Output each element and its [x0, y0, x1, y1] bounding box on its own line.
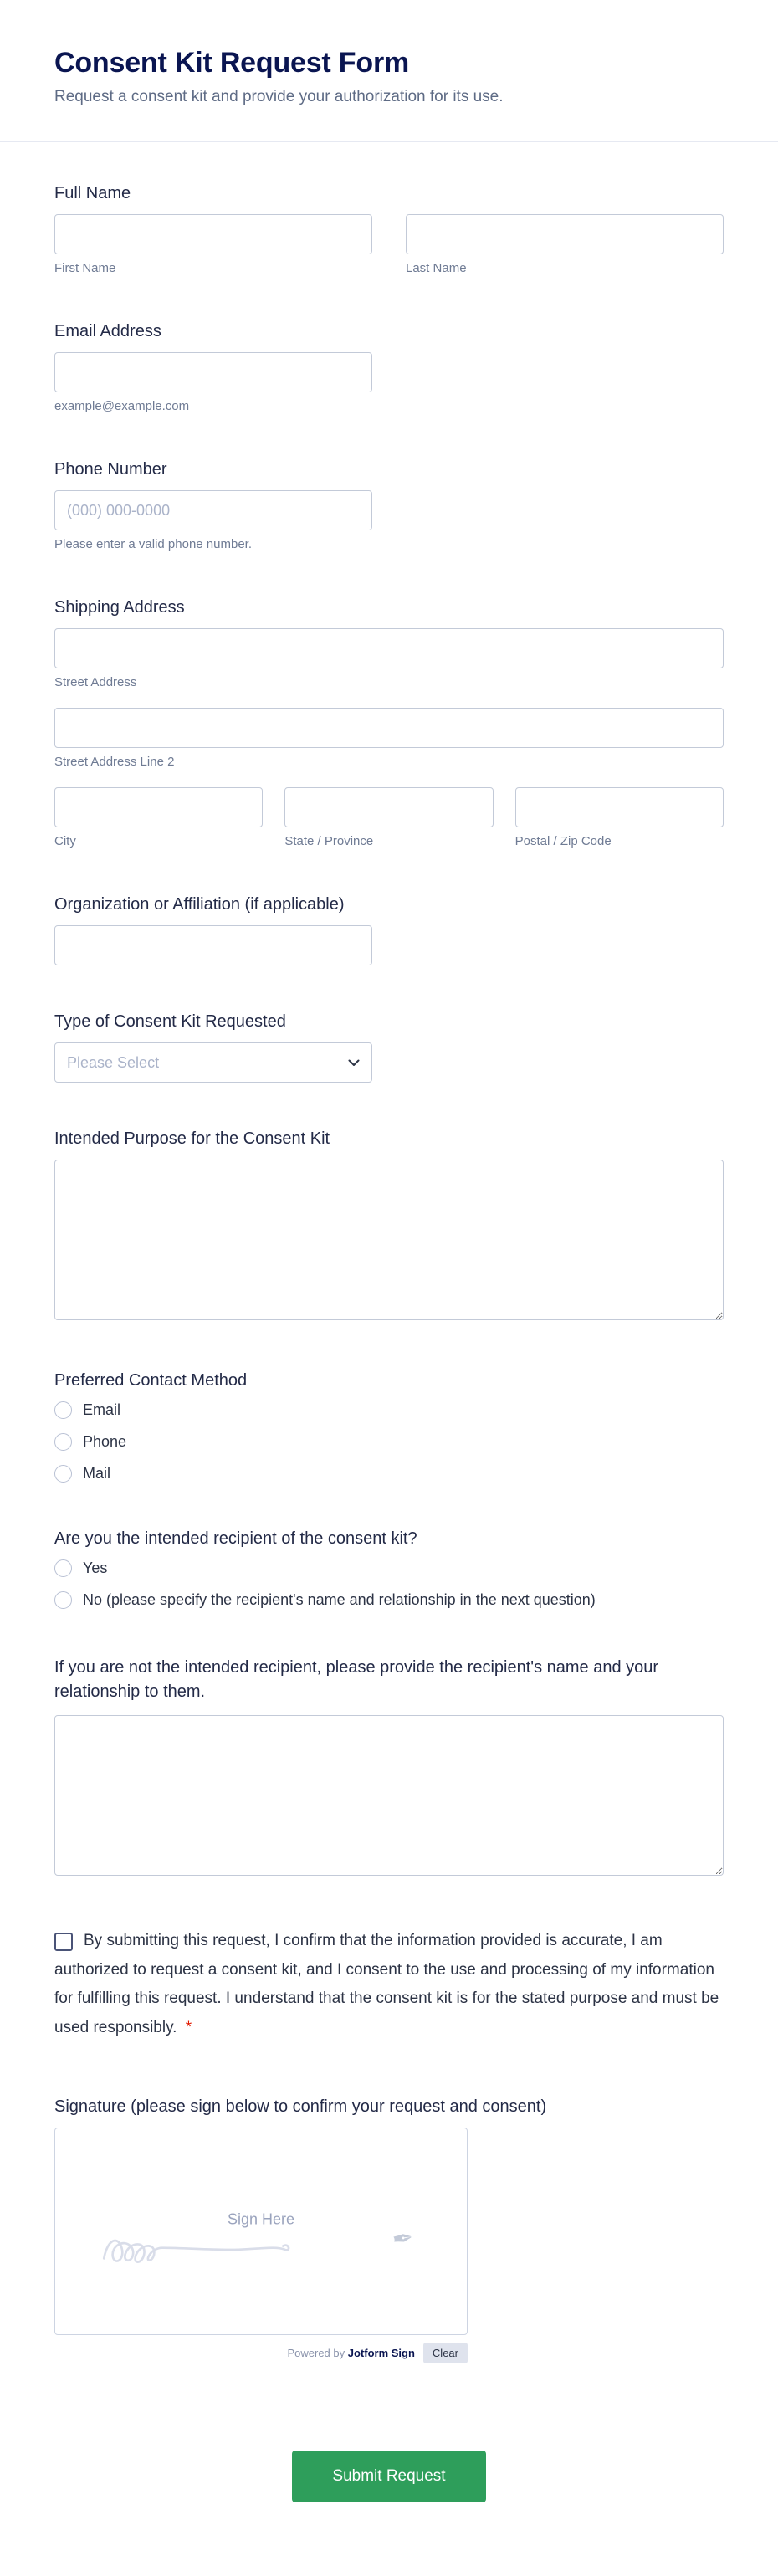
- first-name-input[interactable]: [54, 214, 372, 254]
- signature-pad[interactable]: [54, 2128, 468, 2335]
- first-name-sublabel: First Name: [54, 261, 116, 275]
- field-kit-type: [54, 1012, 724, 1083]
- pen-icon: ✒: [390, 2224, 416, 2255]
- email-label: Email Address: [54, 322, 161, 341]
- chevron-down-icon: [348, 1059, 360, 1067]
- consent-text: By submitting this request, I confirm that the information provided is accurate, I am authorized to request a consent kit, and I consent to the use and processing of my information for fulfilling this request. I understand that the consent kit is for the stated purpose and must be used responsibly.: [54, 1932, 719, 2036]
- consent-checkbox[interactable]: [54, 1933, 73, 1951]
- zip-input[interactable]: [515, 787, 724, 827]
- city-sublabel: City: [54, 834, 76, 848]
- organization-input[interactable]: [54, 925, 372, 965]
- radio-icon[interactable]: [54, 1465, 72, 1483]
- contact-option-phone[interactable]: [54, 1433, 724, 1451]
- phone-sublabel: Please enter a valid phone number.: [54, 537, 252, 551]
- option-label: No (please specify the recipient's name and relationship in the next question): [83, 1591, 596, 1608]
- option-label: Yes: [83, 1559, 108, 1576]
- street-address-sublabel: Street Address: [54, 675, 137, 689]
- last-name-sublabel: Last Name: [406, 261, 467, 275]
- field-email: [54, 322, 724, 413]
- signature-footer: [54, 2343, 468, 2363]
- form-body: [0, 142, 778, 2546]
- field-signature: [54, 2097, 724, 2363]
- field-phone: [54, 460, 724, 551]
- recipient-details-textarea[interactable]: [54, 1715, 724, 1876]
- recipient-details-label: If you are not the intended recipient, please provide the recipient's name and your relationship to them.: [54, 1658, 659, 1701]
- shipping-address-label: Shipping Address: [54, 598, 185, 617]
- consent-checkbox-row[interactable]: [54, 1927, 724, 2042]
- field-consent: [54, 1927, 724, 2042]
- field-contact-method: [54, 1371, 724, 1483]
- street-address-input[interactable]: [54, 628, 724, 668]
- option-label: Mail: [83, 1465, 111, 1482]
- submit-row: [54, 2451, 724, 2546]
- email-sublabel: example@example.com: [54, 399, 190, 413]
- purpose-textarea[interactable]: [54, 1160, 724, 1320]
- page-subtitle: Request a consent kit and provide your authorization for its use.: [54, 88, 504, 105]
- field-intended-recipient: [54, 1529, 724, 1609]
- submit-button[interactable]: Submit Request: [292, 2451, 486, 2502]
- signature-squiggle-icon: [100, 2223, 331, 2276]
- field-full-name: [54, 184, 724, 275]
- powered-by-text: [287, 2347, 414, 2359]
- sign-here-text: Sign Here: [227, 2210, 295, 2228]
- recipient-option-no[interactable]: [54, 1591, 724, 1609]
- form-header: [0, 0, 778, 106]
- street-address-line2-sublabel: Street Address Line 2: [54, 755, 175, 769]
- page-title: Consent Kit Request Form: [54, 47, 410, 79]
- organization-label: Organization or Affiliation (if applicable): [54, 895, 345, 914]
- contact-option-mail[interactable]: [54, 1465, 724, 1483]
- field-organization: [54, 895, 724, 965]
- field-purpose: [54, 1129, 724, 1324]
- clear-signature-button[interactable]: Clear: [423, 2343, 468, 2363]
- kit-type-placeholder: Please Select: [67, 1053, 160, 1071]
- signature-label: Signature (please sign below to confirm your request and consent): [54, 2097, 547, 2117]
- street-address-line2-input[interactable]: [54, 708, 724, 748]
- field-shipping-address: [54, 598, 724, 848]
- jotform-sign-brand: Jotform Sign: [347, 2347, 415, 2360]
- state-input[interactable]: [284, 787, 493, 827]
- email-input[interactable]: [54, 352, 372, 392]
- purpose-label: Intended Purpose for the Consent Kit: [54, 1129, 330, 1148]
- contact-option-email[interactable]: [54, 1401, 724, 1419]
- state-sublabel: State / Province: [284, 834, 374, 848]
- contact-method-label: Preferred Contact Method: [54, 1371, 248, 1390]
- option-label: Phone: [83, 1433, 127, 1450]
- radio-icon[interactable]: [54, 1401, 72, 1419]
- radio-icon[interactable]: [54, 1591, 72, 1609]
- full-name-label: Full Name: [54, 184, 131, 202]
- intended-recipient-label: Are you the intended recipient of the consent kit?: [54, 1529, 417, 1548]
- recipient-option-yes[interactable]: [54, 1559, 724, 1577]
- option-label: Email: [83, 1401, 121, 1418]
- phone-label: Phone Number: [54, 460, 167, 479]
- required-asterisk: *: [185, 2018, 192, 2036]
- phone-input[interactable]: [54, 490, 372, 530]
- zip-sublabel: Postal / Zip Code: [514, 834, 612, 848]
- kit-type-select[interactable]: [54, 1042, 372, 1083]
- kit-type-label: Type of Consent Kit Requested: [54, 1012, 286, 1031]
- city-input[interactable]: [54, 787, 263, 827]
- last-name-input[interactable]: [406, 214, 724, 254]
- powered-by-label: Powered by: [287, 2347, 345, 2360]
- radio-icon[interactable]: [54, 1559, 72, 1577]
- field-recipient-details: [54, 1656, 724, 1880]
- radio-icon[interactable]: [54, 1433, 72, 1451]
